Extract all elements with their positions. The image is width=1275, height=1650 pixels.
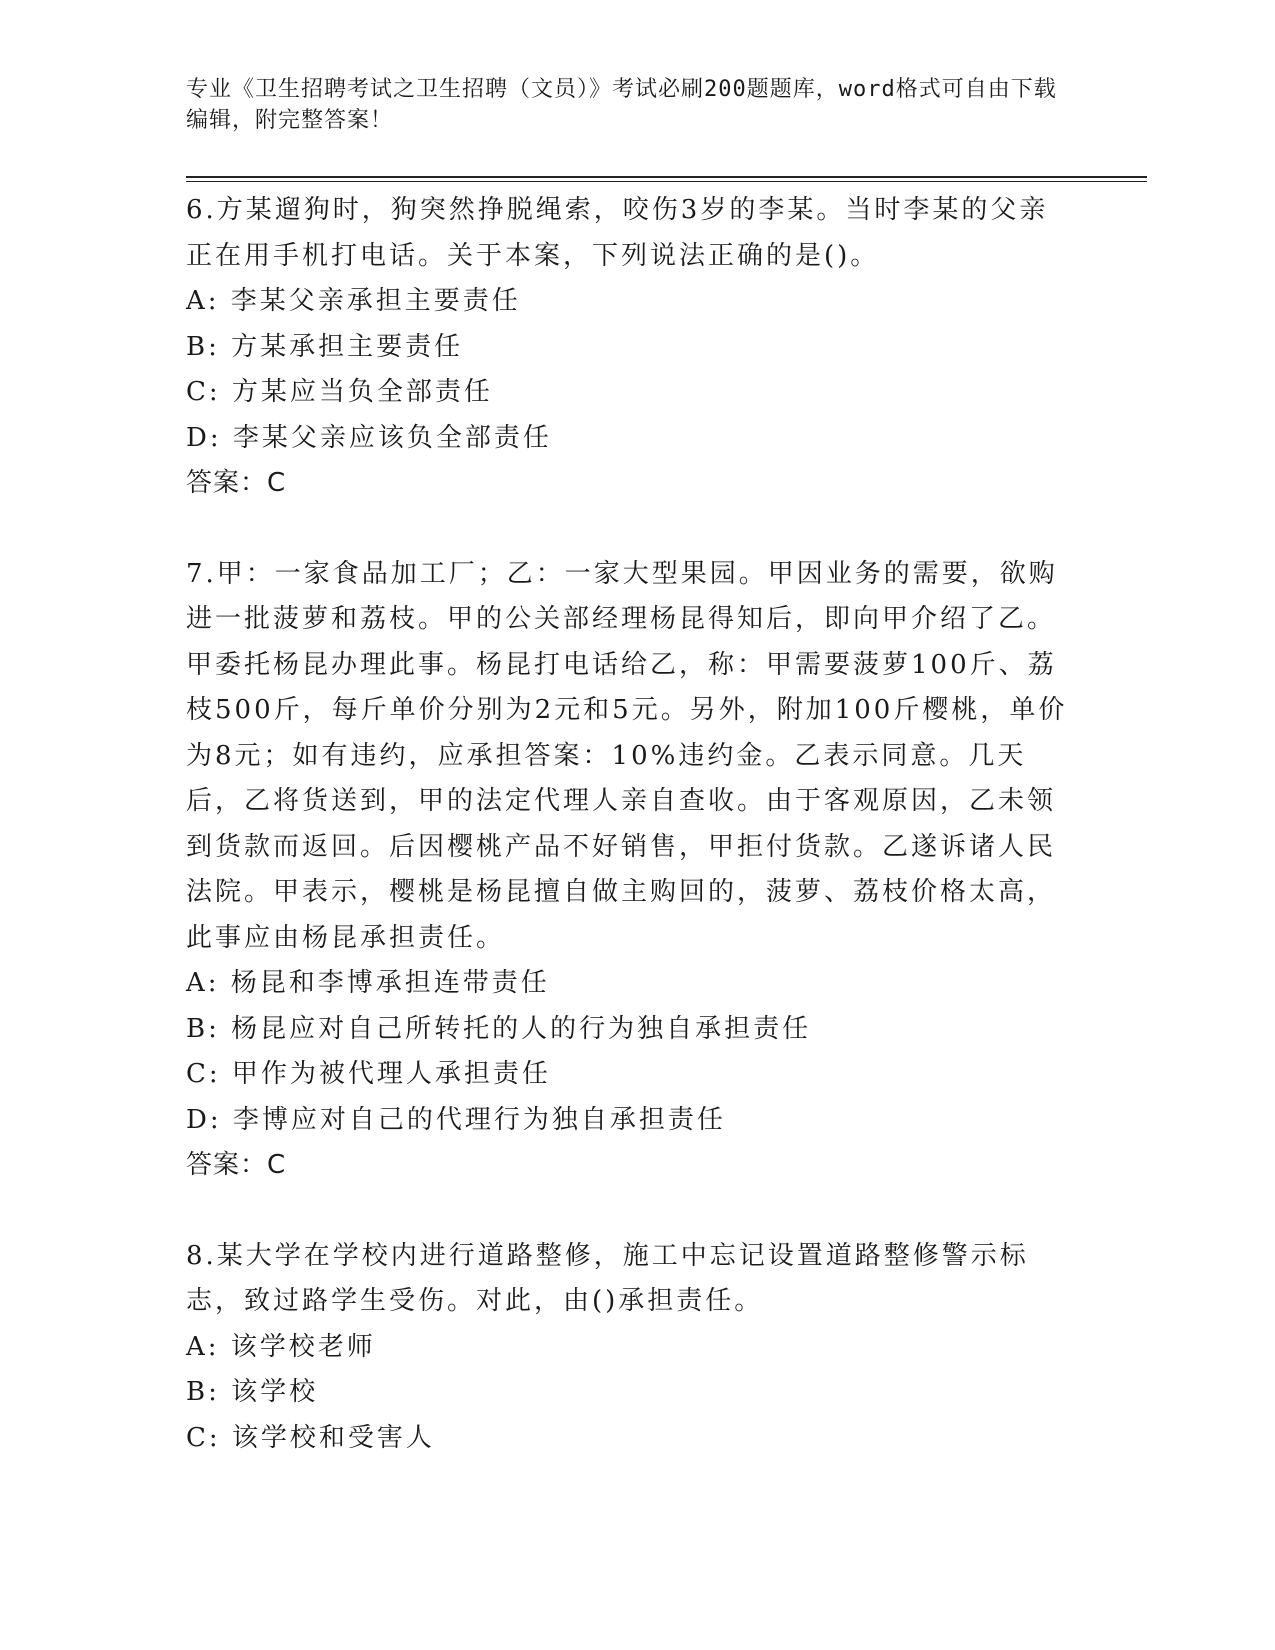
option-c: C: 该学校和受害人	[186, 1422, 435, 1453]
option-b: B: 杨昆应对自己所转托的人的行为独自承担责任	[186, 1013, 812, 1044]
question-stem: 8.某大学在学校内进行道路整修，施工中忘记设置道路整修警示标志，致过路学生受伤。对此，由()承担责任。	[186, 1240, 1029, 1316]
option-c: C: 方某应当负全部责任	[186, 377, 493, 407]
question-stem: 7.甲：一家食品加工厂；乙：一家大型果园。甲因业务的需要，欲购进一批菠萝和荔枝。甲的公关部经理杨昆得知后，即向甲介绍了乙。甲委托杨昆办理此事。杨昆打电话给乙，称：甲需要菠萝100斤、荔枝500斤，每斤单价分别为2元和5元。另外，附加100斤樱桃，单价为8元；如有违约，应承担答案：10%违约金。乙表示同意。几天后，乙将货送到，甲的法定代理人亲自查收。由于客观原因，乙未领到货款而返回。后因樱桃产品不好销售，甲拒付货款。乙遂诉诸人民法院。甲表示，樱桃是杨昆擅自做主购回的，菠萝、荔枝价格太高，此事应由杨昆承担责任。	[186, 558, 1068, 953]
question-7	[186, 552, 1076, 1189]
question-stem: 6.方某遛狗时，狗突然挣脱绳索，咬伤3岁的李某。当时李某的父亲正在用手机打电话。关于本案，下列说法正确的是()。	[186, 195, 1049, 271]
answer-text: 答案：C	[186, 468, 287, 498]
header-divider-thin	[186, 181, 1147, 182]
header-divider-thick	[186, 176, 1147, 178]
option-a: A: 李某父亲承担主要责任	[186, 286, 521, 316]
question-spacer	[186, 1189, 1076, 1234]
option-d: D: 李博应对自己的代理行为独自承担责任	[186, 1104, 726, 1135]
option-a: A: 杨昆和李博承担连带责任	[186, 968, 550, 998]
option-b: B: 该学校	[186, 1377, 319, 1407]
question-6	[186, 188, 1076, 507]
answer-text: 答案：C	[186, 1150, 287, 1180]
document-header: 专业《卫生招聘考试之卫生招聘（文员）》考试必刷200题题库，word格式可自由下载编辑，附完整答案！	[186, 77, 1057, 133]
question-list	[186, 188, 1076, 1461]
option-d: D: 李某父亲应该负全部责任	[186, 422, 552, 453]
option-b: B: 方某承担主要责任	[186, 331, 464, 362]
option-c: C: 甲作为被代理人承担责任	[186, 1059, 551, 1089]
question-spacer	[186, 507, 1076, 552]
question-8	[186, 1234, 1076, 1462]
option-a: A: 该学校老师	[186, 1331, 376, 1362]
